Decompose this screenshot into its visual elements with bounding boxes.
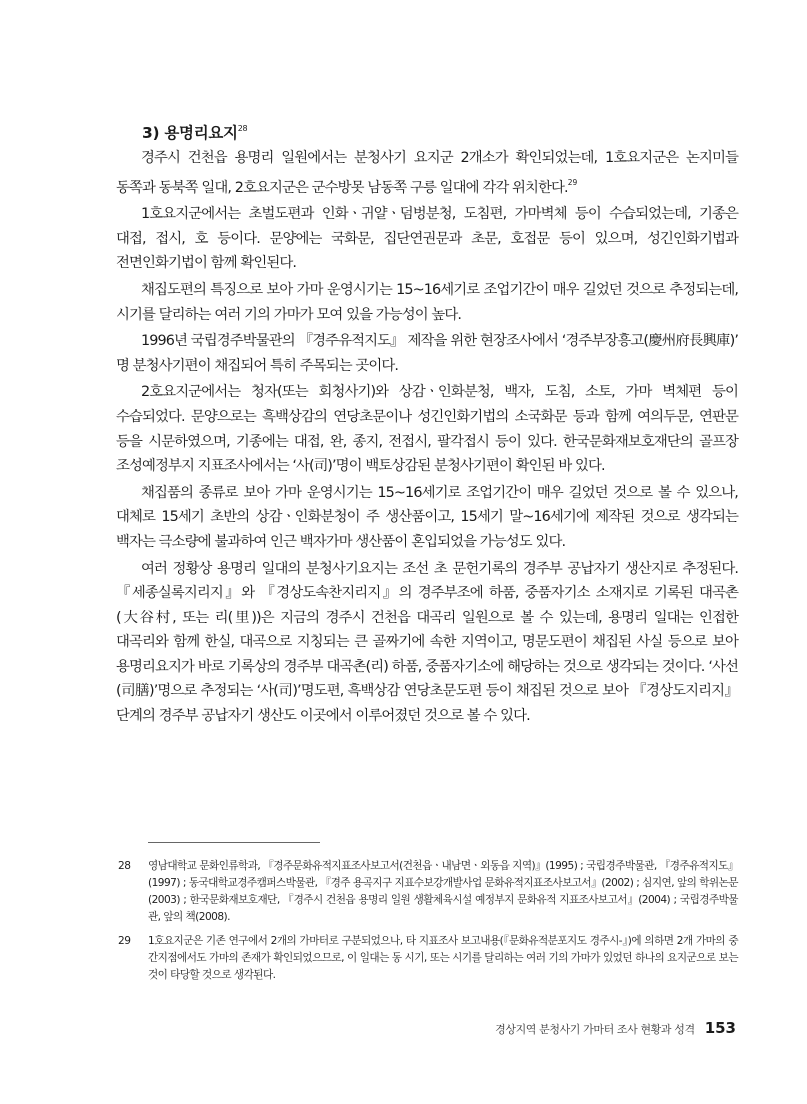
paragraph-text: 경주시 건천읍 용명리 일원에서는 분청사기 요지군 2개소가 확인되었는데, 1호요지군은 논지미들 동쪽과 동북쪽 일대, 2호요지군은 군수방못 남동쪽 구릉 일대에 각각 위치한다. <box>116 150 738 196</box>
footnote-text: 영남대학교 문화인류학과, 『경주문화유적지표조사보고서(건천읍ㆍ내남면ㆍ외동읍 지역)』(1995) ; 국립경주박물관, 『경주유적지도』(1997) ; 동국대학교경주캠퍼스박물관, 『경주 용곡지구 지표수보강개발사업 문화유적지표조사보고서』(2002) ; 심지연, 앞의 학위논문(2003) ; 한국문화재보호재단, 『경주시 건천읍 용명리 일원 생활체육시설 예정부지 문화유적 지표조사보고서』(2004) ; 국립경주박물관, 앞의 책(2008). <box>148 860 738 923</box>
body-text <box>116 146 738 731</box>
footnotes <box>118 858 738 991</box>
section-heading-text: 3) 용명리요지 <box>142 124 238 142</box>
paragraph: 채집품의 종류로 보아 가마 운영시기는 15~16세기로 조업기간이 매우 길었던 것으로 볼 수 있으나, 대체로 15세기 초반의 상감ㆍ인화분청이 주 생산품이고, 15세기 말~16세기에 제작된 것으로 생각되는 백자는 극소량에 불과하여 인근 백자가마 생산품이 혼입되었을 가능성도 있다. <box>116 484 738 550</box>
page-number: 153 <box>704 1019 736 1037</box>
footnote-number: 29 <box>118 935 131 947</box>
paragraph: 1996년 국립경주박물관의 『경주유적지도』 제작을 위한 현장조사에서 ‘경주부장흥고(慶州府長興庫)’ 명 분청사기편이 채집되어 특히 주목되는 곳이다. <box>116 333 738 374</box>
running-title: 경상지역 분청사기 가마터 조사 현황과 성격 <box>495 1023 695 1036</box>
paragraph: 여러 정황상 용명리 일대의 분청사기요지는 조선 초 문헌기록의 경주부 공납자기 생산지로 추정된다. 『세종실록지리지』와 『경상도속찬지리지』의 경주부조에 하품, 중품자기소 소재지로 기록된 대곡촌(大谷村, 또는 리(里))은 지금의 경주시 건천읍 대곡리 일원으로 볼 수 있는데, 용명리 일대는 인접한 대곡리와 함께 한실, 대곡으로 지칭되는 큰 골짜기에 속한 지역이고, 명문도편이 채집된 사실 등으로 보아 용명리요지가 바로 기록상의 경주부 대곡촌(리) 하품, 중품자기소에 해당하는 것으로 생각되는 것이다. ‘사선(司膳)’명으로 추정되는 ‘사(司)’명도편, 흑백상감 연당초문도편 등이 채집된 것으로 보아 『경상도지리지』단계의 경주부 공납자기 생산도 이곳에서 이루어졌던 것으로 볼 수 있다. <box>116 560 738 725</box>
paragraph: 2호요지군에서는 청자(또는 회청사기)와 상감ㆍ인화분청, 백자, 도침, 소토, 가마 벽체편 등이 수습되었다. 문양으로는 흑백상감의 연당초문이나 성긴인화기법의 소국화문 등과 함께 여의두문, 연판문 등을 시문하였으며, 기종에는 대접, 완, 종지, 전접시, 팔각접시 등이 있다. 한국문화재보호재단의 골프장 조성예정부지 지표조사에서는 ‘사(司)’명이 백토상감된 분청사기편이 확인된 바 있다. <box>116 384 738 475</box>
footnote-ref[interactable]: 28 <box>237 124 248 133</box>
running-footer <box>495 1019 736 1037</box>
section-heading <box>142 121 247 143</box>
footnote <box>118 933 738 984</box>
footnote-text: 1호요지군은 기존 연구에서 2개의 가마터로 구분되었으나, 타 지표조사 보고내용(『문화유적분포지도 경주시-』)에 의하면 2개 가마의 중간지점에서도 가마의 존재가 확인되었으므로, 이 일대는 동 시기, 또는 시기를 달리하는 여러 기의 가마가 있었던 하나의 요지군으로 보는 것이 타당할 것으로 생각된다. <box>148 935 738 981</box>
footnote <box>118 858 738 926</box>
paragraph: 1호요지군에서는 초벌도편과 인화ㆍ귀얄ㆍ덤벙분청, 도침편, 가마벽체 등이 수습되었는데, 기종은 대접, 접시, 호 등이다. 문양에는 국화문, 집단연권문과 초문, 호접문 등이 있으며, 성긴인화기법과 전면인화기법이 함께 확인된다. <box>116 206 738 272</box>
paragraph <box>116 146 738 200</box>
footnote-number: 28 <box>118 860 131 872</box>
paragraph: 채집도편의 특징으로 보아 가마 운영시기는 15~16세기로 조업기간이 매우 길었던 것으로 추정되는데, 시기를 달리하는 여러 기의 가마가 모여 있을 가능성이 높다. <box>116 281 738 323</box>
footnote-ref[interactable]: 29 <box>567 177 578 187</box>
footnote-divider <box>148 842 320 843</box>
